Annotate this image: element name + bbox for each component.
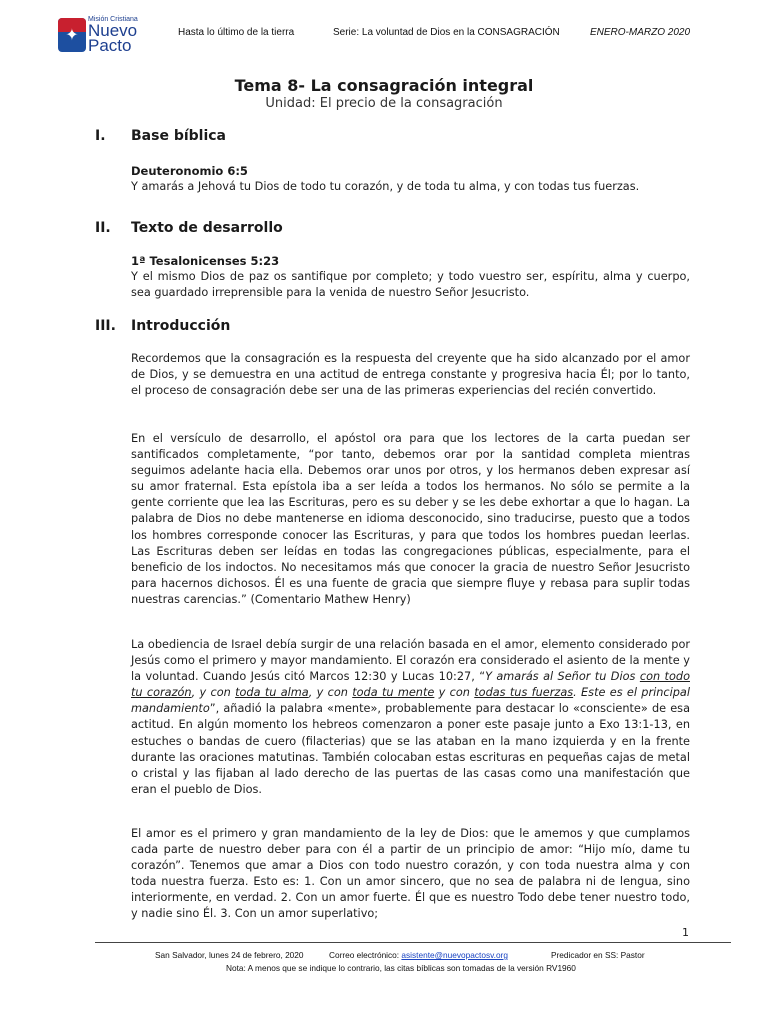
- logo-name-line1: Nuevo: [88, 21, 138, 40]
- footer-divider: [95, 942, 731, 943]
- section-number: I.: [95, 128, 106, 144]
- intro-paragraph-1: Recordemos que la consagración es la respuesta del creyente que ha sido alcanzado por el amor de Dios, y se demuestra en una actitud de entrega constante y progresiva hacia Él; por lo tanto, el proceso de consagración debe ser una de las primeras experiencias del recién convertido.: [131, 352, 690, 398]
- section-heading-texto-desarrollo: [95, 220, 283, 236]
- intro-paragraph-3: La obediencia de Israel debía surgir de una relación basada en el amor, elemento considerado por Jesús como el primero y mayor mandamiento. El corazón era considerado el asiento de la mente y la voluntad. Cuando Jesús citó Marcos 12:30 y Lucas 10:27, “Y amarás al Señor tu Dios con todo tu corazón, y con toda tu alma, y con toda tu mente y con todas tus fuerzas. Este es el principal mandamiento”, añadió la palabra «mente», probablemente para destacar lo «consciente» de esa actitud. En algún momento los hebreos comenzaron a poner este pasaje junto a Exo 13:1-13, en estuches o bandas de cuero (filacterias) que se las ataban en la mano izquierda y en la frente durante las oraciones matutinas. También colocaban estas escrituras en pequeñas cajas de metal o cristal y las fijaban al lado derecho de las puertas de las casas como una manifestación que eran el pueblo de Dios.: [131, 638, 690, 796]
- scripture-text: Y amarás a Jehová tu Dios de todo tu corazón, y de toda tu alma, y con todas tus fuerzas.: [131, 180, 640, 193]
- footer-email-link[interactable]: asistente@nuevopactosv.org: [401, 950, 508, 960]
- scripture-reference: 1ª Tesalonicenses 5:23: [131, 254, 280, 268]
- footer-note: Nota: A menos que se indique lo contrario, las citas bíblicas son tomadas de la versión RV1960: [226, 963, 576, 973]
- intro-paragraph-2: En el versículo de desarrollo, el apóstol ora para que los lectores de la carta puedan ser santificados completamente, “por tanto, debemos orar por la santidad completa mientras seguimos adelante hacia ella. Debemos orar unos por otros, y los hermanos deben expresar así su amor fraternal. Esta epístola iba a ser leída a todos los hermanos. No sólo se permite a la gente corriente que lea las Escrituras, pero es su deber y se les debe exhortar a que lo hagan. La palabra de Dios no debe mantenerse en idioma desconocido, sino traducirse, puesto que a todos los hombres corresponde conocer las Escrituras, y para que todos los hombres puedan leerlas. Las Escrituras deben ser leídas en todas las congregaciones públicas, especialmente, para el beneficio de los indoctos. No necesitamos más que conocer la gracia de nuestro Señor Jesucristo para hacernos dichosos. Él es una fuente de gracia que siempre fluye y rebasa para suplir todas nuestras carencias.” (Comentario Mathew Henry): [131, 432, 690, 606]
- logo-name-line2: Pacto: [88, 36, 132, 55]
- page-title: Tema 8- La consagración integral: [234, 76, 534, 95]
- section-title: Introducción: [131, 318, 231, 334]
- logo-badge-icon: [58, 18, 86, 52]
- footer-email-label: Correo electrónico:: [329, 950, 400, 960]
- logo-subtitle: Misión Cristiana: [88, 16, 138, 23]
- page-subtitle: Unidad: El precio de la consagración: [265, 96, 503, 111]
- footer-preacher: Predicador en SS: Pastor: [551, 950, 645, 960]
- section-heading-base-biblica: [95, 128, 226, 144]
- section-heading-introduccion: [95, 318, 230, 334]
- section-number: II.: [95, 220, 111, 236]
- section-title: Texto de desarrollo: [131, 220, 283, 236]
- section-number: III.: [95, 318, 116, 334]
- header-motto: Hasta lo último de la tierra: [178, 27, 295, 38]
- nuevo-pacto-logo: [58, 16, 150, 54]
- scripture-reference: Deuteronomio 6:5: [131, 164, 248, 178]
- header-period: ENERO-MARZO 2020: [590, 27, 691, 38]
- scripture-text: Y el mismo Dios de paz os santifique por completo; y todo vuestro ser, espíritu, alma y cuerpo, sea guardado irreprensible para la venida de nuestro Señor Jesucristo.: [131, 270, 690, 300]
- footer-place-date: San Salvador, lunes 24 de febrero, 2020: [155, 950, 304, 960]
- dove-icon: ✦: [65, 25, 79, 44]
- header-series: Serie: La voluntad de Dios en la CONSAGRACIÓN: [333, 27, 560, 38]
- page-number: 1: [682, 926, 689, 939]
- footer-email-line: [329, 950, 508, 960]
- section-title: Base bíblica: [131, 128, 227, 144]
- intro-paragraph-4: El amor es el primero y gran mandamiento de la ley de Dios: que le amemos y que cumplamos cada parte de nuestro deber para con él a partir de un principio de amor: “Hijo mío, dame tu corazón”. Tenemos que amar a Dios con todo nuestro corazón, y con toda nuestra alma y con toda nuestra fuerza. Esto es: 1. Con un amor sincero, que no sea de palabra ni de lengua, sino interiormente, en verdad. 2. Con un amor fuerte. Él que es nuestro Todo debe tener nuestro todo, y nadie sino Él. 3. Con un amor superlativo;: [131, 827, 690, 921]
